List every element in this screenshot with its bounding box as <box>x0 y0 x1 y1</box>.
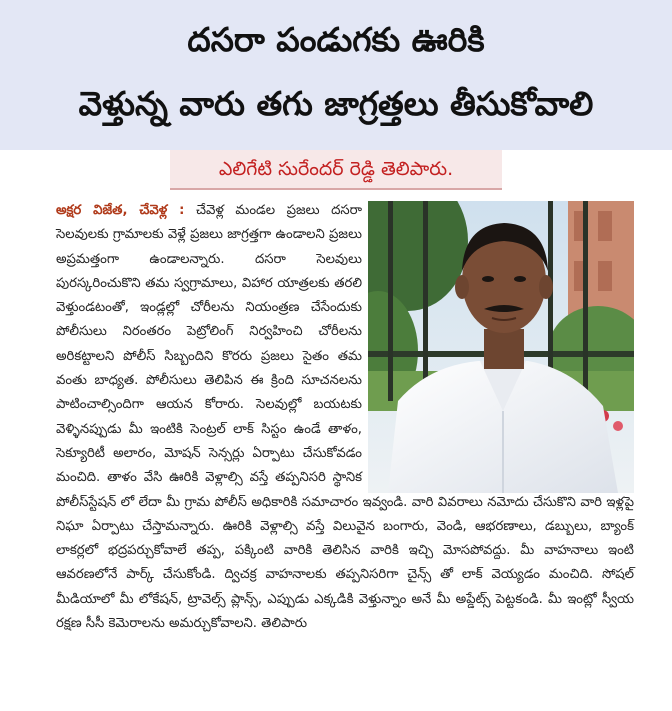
article-dateline: అక్షర విజేత, చేవెళ్ల : <box>56 203 185 218</box>
byline-text: ఎలిగేటి సురేందర్ రెడ్డి తెలిపారు. <box>218 158 454 180</box>
photo-wrap-spacer <box>362 199 634 489</box>
article-content: చేవెళ్ల మండల ప్రజలు దసరా సెలవులకు గ్రామాలకు వెళ్లే ప్రజలు జాగ్రత్తగా ఉండాలని ప్రజలు అప్రమత్తంగా ఉండాలన్నారు. దసరా సెలవులు పురస్కరించుకొని తమ స్వగ్రామాలు, విహార యాత్రలకు తరలి వెళ్తుండటంతో, ఇండ్లల్లో చోరీలను నియంత్రణ చేసేందుకు పోలీసులు నిరంతరం పెట్రోలింగ్ నిర్వహించి చోరీలను అరికట్టాలని పోలీస్ సిబ్బందిని కొరరు ప్రజలు సైతం తమ వంతు బాధ్యత. పోలీసులు తెలిపిన ఈ క్రింది సూచనలను పాటించాల్సిందిగా ఆయన కోరారు. సెలవుల్లో బయటకు వెళ్ళినప్పుడు మీ ఇంటికి సెంట్రల్ లాక్ సిస్టం ఉండే తాళం, సెక్యూరిటీ అలారం, మోషన్ సెన్సర్లు ఏర్పాటు చేసుకోవడం మంచిది. తాళం వేసి ఊరికి వెళ్లాల్సి వస్తే తప్పనిసరి స్థానిక పోలీస్‌స్టేషన్ లో లేదా మీ గ్రామ పోలీస్ అధికారికి సమాచారం ఇవ్వండి. వారి వివరాలు నమోదు చేసుకొని వారి ఇళ్లపై నిఘా ఏర్పాటు చేస్తామన్నారు. ఊరికి వెళ్లాల్సి వస్తే విలువైన బంగారు, వెండి, ఆభరణాలు, డబ్బులు, బ్యాంక్ లాకర్లలో భద్రపర్చుకోవాలే తప్ప, పక్కింటి వారికి తెలిసిన వారికి ఇచ్చి మోసపోవద్దు. మీ వాహనాలు ఇంటి ఆవరణలోనే పార్క్ చేసుకోండి. ద్విచక్ర వాహనాలకు తప్పనిసరిగా చైన్స్ తో లాక్ వెయ్యడం మంచిది. సోషల్ మీడియాలో మీ లోకేషన్, ట్రావెల్స్ ప్లాన్స్, ఎప్పుడు ఎక్కడికి వెళ్తున్నాం అనే మీ అప్డేట్స్ పెట్టకండి. మీ ఇంట్లో స్వీయ రక్షణ సీసీ కెమెరాలను అమర్చుకోవాలని. తెలిపారు <box>56 203 634 632</box>
byline-box <box>170 150 502 190</box>
headline-line-1: దసరా పండుగకు ఊరికి <box>187 20 485 59</box>
article-body <box>56 199 634 636</box>
headline-banner <box>0 0 672 150</box>
headline-line-2: వెళ్తున్న వారు తగు జాగ్రత్తలు తీసుకోవాలి <box>78 84 594 123</box>
